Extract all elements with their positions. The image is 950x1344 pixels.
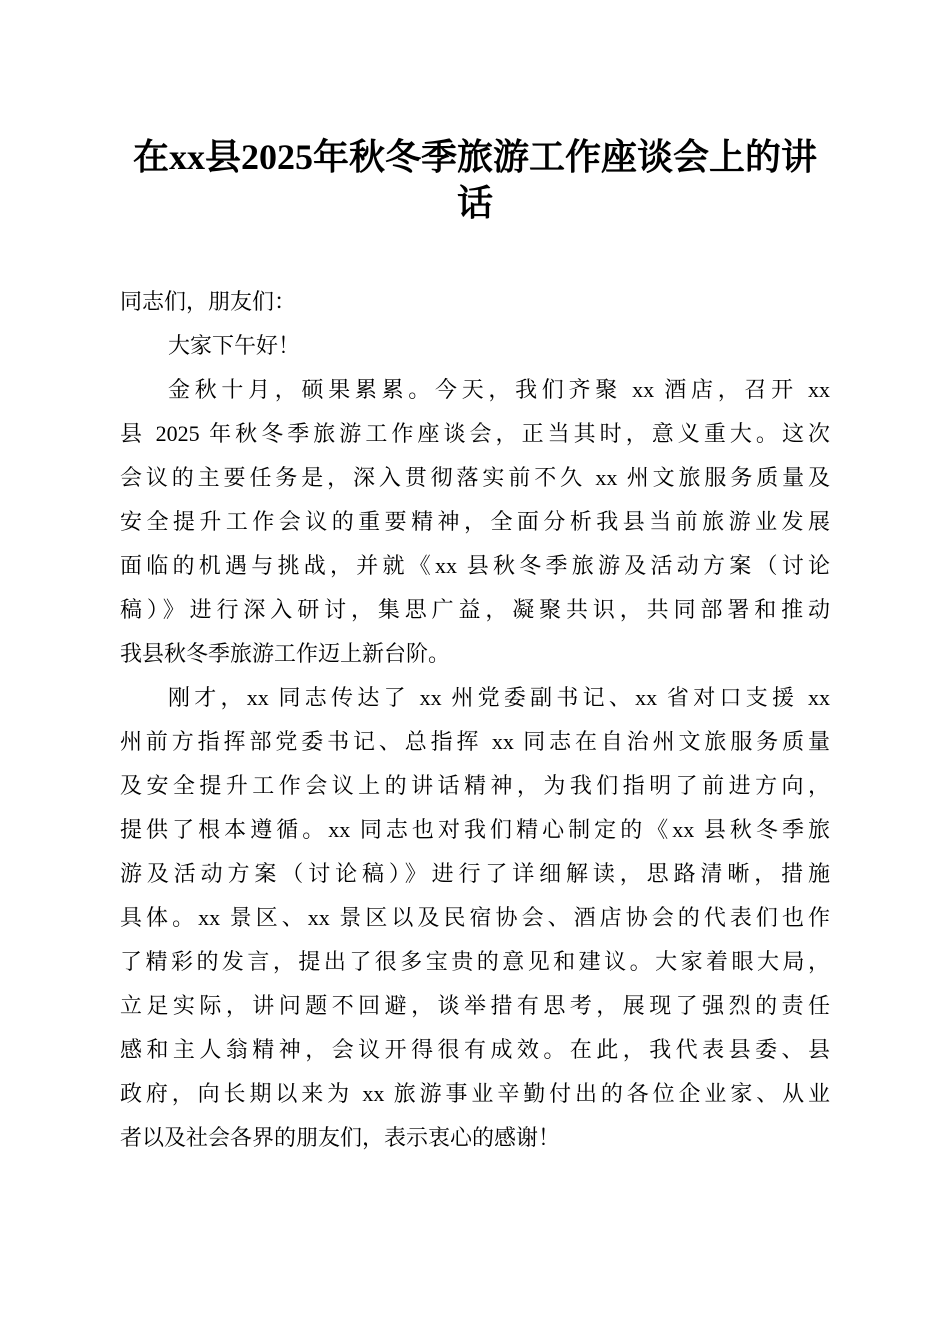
- paragraphs: [120, 324, 830, 1160]
- paragraph-line: 县 2025 年秋冬季旅游工作座谈会，正当其时，意义重大。这次: [120, 421, 830, 446]
- paragraph-line: 金秋十月，硕果累累。今天，我们齐聚 xx 酒店，召开 xx: [168, 377, 830, 402]
- paragraph-line: 安全提升工作会议的重要精神，全面分析我县当前旅游业发展: [120, 509, 830, 534]
- paragraph-line: 感和主人翁精神，会议开得很有成效。在此，我代表县委、县: [120, 1037, 830, 1062]
- paragraph: [120, 368, 830, 676]
- title-line: 话: [456, 183, 493, 223]
- paragraph-line: 了精彩的发言，提出了很多宝贵的意见和建议。大家着眼大局，: [120, 949, 830, 974]
- document-body: [120, 280, 830, 1160]
- paragraph: [120, 324, 830, 368]
- paragraph-line: 会议的主要任务是，深入贯彻落实前不久 xx 州文旅服务质量及: [120, 465, 830, 490]
- paragraph-line: 刚才，xx 同志传达了 xx 州党委副书记、xx 省对口支援 xx: [168, 685, 830, 710]
- paragraph-line: 提供了根本遵循。xx 同志也对我们精心制定的《xx 县秋冬季旅: [120, 817, 830, 842]
- paragraph-line: 游及活动方案（讨论稿）》进行了详细解读，思路清晰，措施: [120, 861, 830, 886]
- paragraph: [120, 676, 830, 1160]
- document-title: [100, 134, 850, 226]
- paragraph-line: 面临的机遇与挑战，并就《xx 县秋冬季旅游及活动方案（讨论: [120, 553, 830, 578]
- paragraph-line: 稿）》进行深入研讨，集思广益，凝聚共识，共同部署和推动: [120, 597, 830, 622]
- salutation: 同志们，朋友们：: [120, 289, 297, 314]
- paragraph-line: 具体。xx 景区、xx 景区以及民宿协会、酒店协会的代表们也作: [120, 905, 830, 930]
- paragraph-line: 大家下午好！: [168, 333, 301, 358]
- paragraph-line: 我县秋冬季旅游工作迈上新台阶。: [120, 641, 451, 666]
- paragraph-line: 政府，向长期以来为 xx 旅游事业辛勤付出的各位企业家、从业: [120, 1081, 830, 1106]
- title-line: 在xx县2025年秋冬季旅游工作座谈会上的讲: [132, 137, 817, 177]
- paragraph-line: 及安全提升工作会议上的讲话精神，为我们指明了前进方向，: [120, 773, 830, 798]
- paragraph-line: 州前方指挥部党委书记、总指挥 xx 同志在自治州文旅服务质量: [120, 729, 830, 754]
- paragraph-line: 者以及社会各界的朋友们，表示衷心的感谢！: [120, 1125, 561, 1150]
- paragraph-line: 立足实际，讲问题不回避，谈举措有思考，展现了强烈的责任: [120, 993, 830, 1018]
